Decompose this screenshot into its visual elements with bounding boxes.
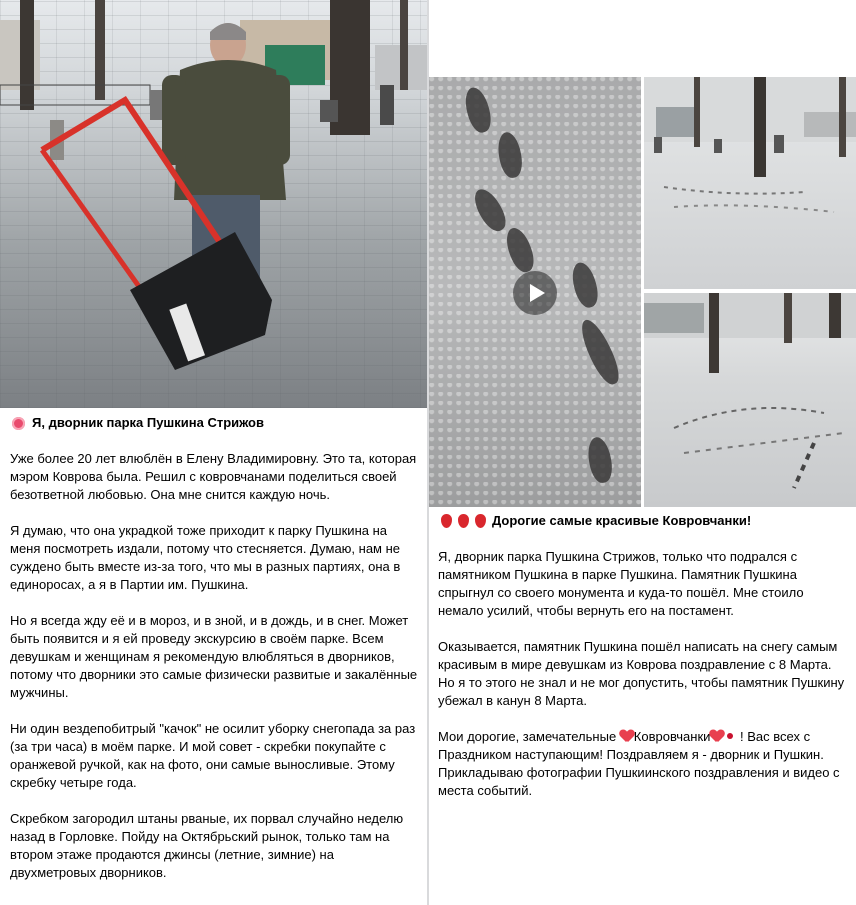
right-paragraph-1: Я, дворник парка Пушкина Стрижов, только что подрался с памятником Пушкина в парке Пушкина. Памятник Пушкина спрыгнул со своего монумента и куда-то пошёл. Мне стоило немало усилий, чтобы вернуть его на постамент.: [438, 549, 804, 618]
right-post-body: [438, 548, 850, 800]
right-post-title: [441, 512, 751, 530]
photo-park-snow-2[interactable]: [644, 293, 856, 507]
left-paragraph-5: Скребком загородил штаны рваные, их порвал случайно неделю назад в Горловке. Пойду на Октябрьский рынок, только там на втором этаже продаются джинсы (летние, зимние) на двухметровых дворников.: [10, 811, 404, 880]
right-paragraph-3-part2: Ковровчанки: [633, 729, 711, 744]
red-heart-drop-icon: [475, 514, 486, 528]
red-heart-drop-icon: [458, 514, 469, 528]
video-play-button[interactable]: [513, 271, 557, 315]
footprint: [461, 85, 494, 135]
heart-icon: [710, 730, 724, 743]
footprint: [568, 260, 601, 310]
heart-icon: [620, 730, 634, 743]
video-footprints[interactable]: [429, 77, 641, 507]
right-paragraph-2: Оказывается, памятник Пушкина пошёл написать на снегу самым красивым в мире девушкам из Коврова поздравление с 8 Марта. Но я то этого не знал и не мог допустить, чтобы памятник Пушкину убежал в канун 8 Марта.: [438, 639, 845, 708]
left-paragraph-1: Уже более 20 лет влюблён в Елену Владимировну. Это та, которая мэром Коврова была. Решил с ковровчанами поделиться своей безответной любовью. Она мне снится каждую ночь.: [10, 451, 417, 502]
rose-icon: [727, 733, 733, 739]
post-left: [0, 0, 427, 905]
photo-janitor-with-shovel[interactable]: [0, 0, 427, 408]
photo-illustration: [0, 0, 427, 408]
right-paragraph-3: [438, 728, 850, 800]
right-post-title-text: Дорогие самые красивые Ковровчанки!: [492, 513, 752, 528]
left-post-title: [12, 414, 264, 432]
footprint: [585, 435, 615, 484]
right-paragraph-3-part1: Мои дорогие, замечательные: [438, 729, 620, 744]
left-post-title-text: Я, дворник парка Пушкина Стрижов: [32, 415, 264, 430]
photo-park-snow-1[interactable]: [644, 77, 856, 289]
footprint: [469, 185, 511, 236]
left-paragraph-4: Ни один вездепобитрый "качок" не осилит уборку снегопада за раз (за три часа) в моём парке. И мой совет - скребки покупайте с оранжевой ручкой, как на фото, они самые выносливые. Этому скребку четыре года.: [10, 721, 416, 790]
play-icon: [530, 284, 545, 302]
right-paragraph-3-part3: ! Вас всех с Праздником наступающим! Поздравляем я - дворник и Пушкин. Прикладываю фотографии Пушкиинского поздравления и видео с места событий.: [438, 729, 840, 798]
left-paragraph-2: Я думаю, что она украдкой тоже приходит к парку Пушкина на меня посмотреть издали, потому что стесняется. Думаю, нам не суждено быть вместе из-за того, что мы в разных партиях, она в единоросах, а я в Партии им. Пушкина.: [10, 523, 401, 592]
red-heart-drop-icon: [441, 514, 452, 528]
left-paragraph-3: Но я всегда жду её и в мороз, и в зной, и в дождь, и в снег. Может быть появится и я ей проведу экскурсию в своём парке. Всем девушкам и женщинам я рекомендую влюбляться в дворников, потому что дворники это самые физически развитые и закалённые мужчины.: [10, 613, 418, 700]
post-right: [429, 0, 856, 905]
footprint: [575, 316, 625, 389]
footprint: [495, 130, 525, 179]
park-illustration-2: [644, 293, 856, 507]
sparkle-heart-icon: [12, 417, 25, 430]
footprint: [502, 225, 538, 276]
park-illustration-1: [644, 77, 856, 289]
left-post-body: [10, 450, 420, 882]
